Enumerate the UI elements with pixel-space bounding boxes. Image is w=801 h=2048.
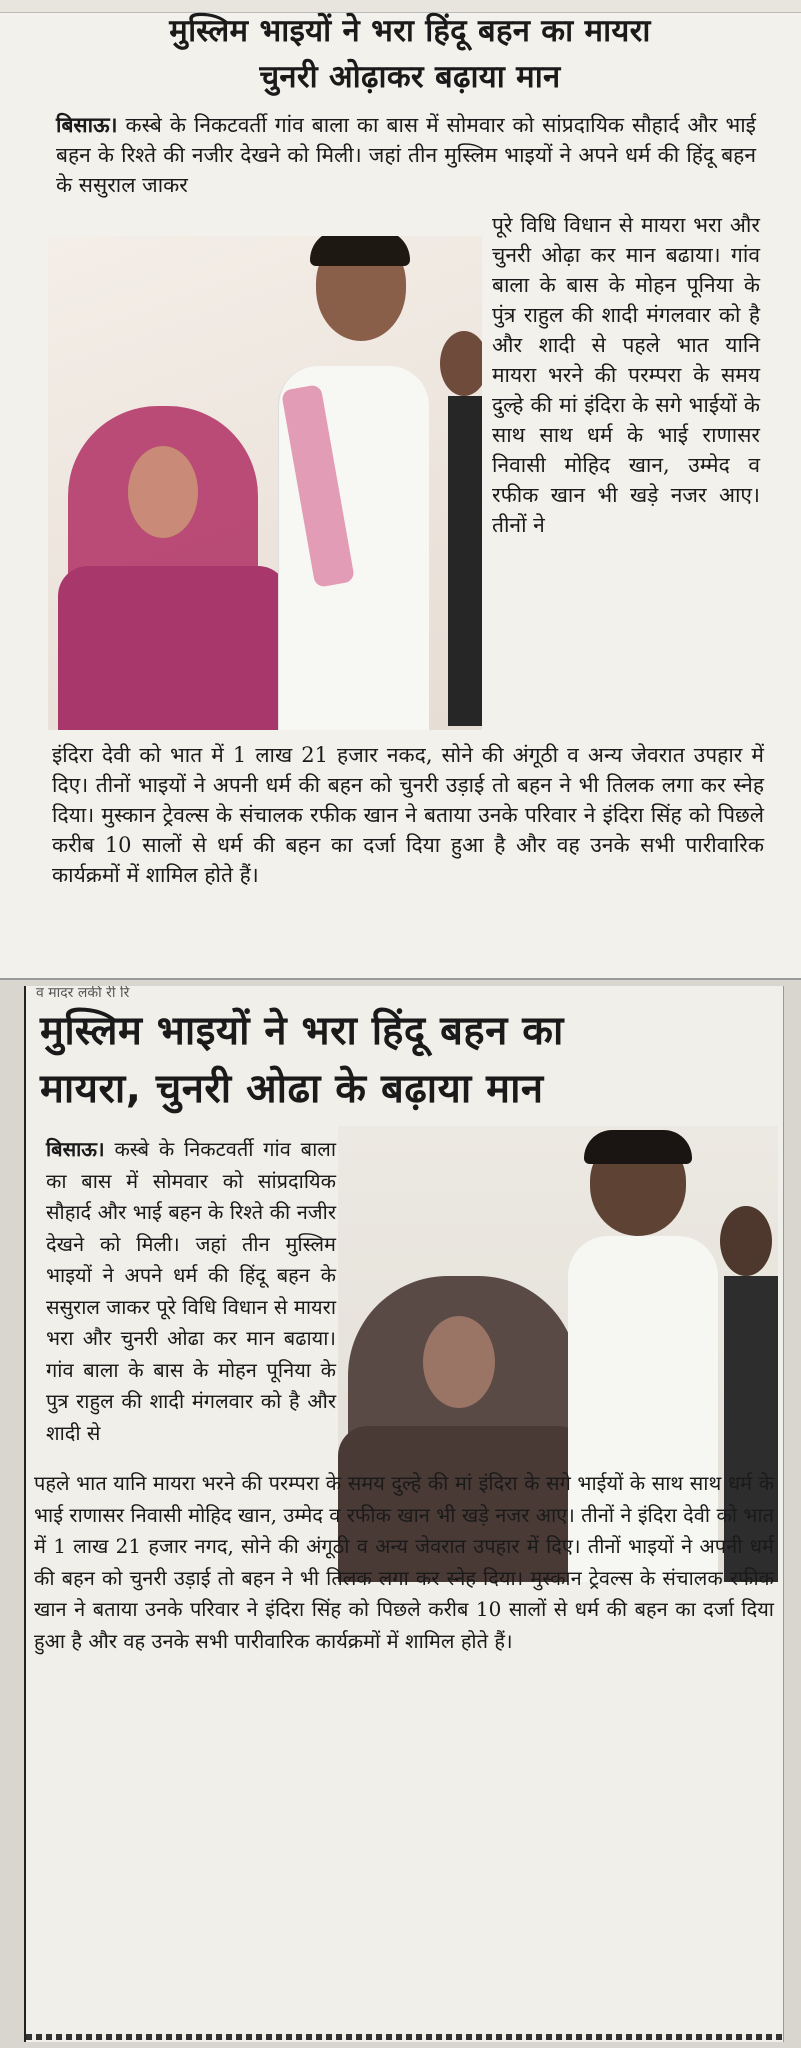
second-man-face <box>440 331 482 396</box>
woman-face <box>128 446 198 538</box>
woman-face <box>423 1316 495 1408</box>
woman-body <box>58 566 288 730</box>
news-clipping-1 <box>0 0 801 980</box>
article-1-paragraph-2: पूरे विधि विधान से मायरा भरा और चुनरी ओढ़ा कर मान बढाया। गांव बाला के बास के मोहन पूनिया के पुंत्र राहुल की शादी मंगलवार को है और शादी से पहले भात यानि मायरा भरने की परम्परा के समय दुल्हे की मां इंदिरा के सगे भाईयों के साथ साथ धर्म के भाई राणासर निवासी मोहिद खान, उम्मेद व रफीक खान भी खड़े नजर आए। तीनों ने <box>492 213 760 537</box>
headline-1-line-2: चुनरी ओढ़ाकर बढ़ाया मान <box>259 59 561 95</box>
dateline: बिसाऊ। <box>46 1137 105 1161</box>
article-1-paragraph-3: इंदिरा देवी को भात में 1 लाख 21 हजार नकद, सोने की अंगूठी व अन्य जेवरात उपहार में दिए। तीनों भाइयों ने अपनी धर्म की बहन को चुनरी उड़ाई तो बहन ने भी तिलक लगा कर स्नेह दिया। मुस्कान ट्रेवल्स के संचालक रफीक खान ने बताया उनके परिवार ने इंदिरा सिंह को पिछले करीब 10 सालों से धर्म की बहन का दर्जा दिया हुआ है और वह उनके सभी पारीवारिक कार्यक्रमों में शामिल होते हैं। <box>52 743 764 887</box>
headline-1-line-1: मुस्लिम भाइयों ने भरा हिंदू बहन का मायरा <box>169 13 651 49</box>
article-2-paragraph-1 <box>46 1134 336 1449</box>
headline-2 <box>40 1002 770 1118</box>
article-2-text-1: कस्बे के निकटवर्ती गांव बाला का बास में सोमवार को सांप्रदायिक सौहार्द और भाई बहन के रिश्ते की नजीर देखने को मिली। जहां तीन मुस्लिम भाइयों ने अपने धर्म की हिंदू बहन के ससुराल जाकर पूरे विधि विधान से मायरा भरा और चुनरी ओढा कर मान बढाया। गांव बाला के बास के मोहन पूनिया के पुत्र राहुल की शादी मंगलवार को है और शादी से <box>46 1137 337 1445</box>
headline-1 <box>40 8 780 100</box>
article-1-paragraph-1 <box>56 110 756 200</box>
dateline: बिसाऊ। <box>56 112 118 137</box>
second-man-figure <box>448 396 482 726</box>
second-man-face <box>720 1206 772 1276</box>
headline-2-line-1: मुस्लिम भाइयों ने भरा हिंदू बहन का <box>40 1008 564 1054</box>
torn-top-fragment: व मादर लकी री रि <box>36 986 130 1001</box>
article-1-text-1: कस्बे के निकटवर्ती गांव बाला का बास में सोमवार को सांप्रदायिक सौहार्द और भाई बहन के रिश्ते की नजीर देखने को मिली। जहां तीन मुस्लिम भाइयों ने अपने धर्म की हिंदू बहन के ससुराल जाकर <box>56 113 756 197</box>
news-photo-1 <box>48 236 482 730</box>
man-hair <box>310 236 410 266</box>
headline-2-line-2: मायरा, चुनरी ओढा के बढ़ाया मान <box>40 1066 544 1112</box>
bottom-border <box>26 2034 784 2040</box>
article-2-paragraph-2: पहले भात यानि मायरा भरने की परम्परा के समय दुल्हे की मां इंदिरा के सगे भाईयों के साथ साथ धर्म के भाई राणासर निवासी मोहिद खान, उम्मेद व रफीक खान भी खड़े नजर आए। तीनों ने इंदिरा देवी को भात में 1 लाख 21 हजार नगद, सोने की अंगूठी व अन्य जेवरात उपहार में दिए। तीनों भाइयों ने अपनी धर्म की बहन को चुनरी उड़ाई तो बहन ने भी तिलक लगा कर स्नेह दिया। मुस्कान ट्रेवल्स के संचालक रफीक खान ने बताया उनके परिवार ने इंदिरा सिंह को पिछले करीब 10 सालों से धर्म की बहन का दर्जा दिया हुआ है और वह उनके सभी पारीवारिक कार्यक्रमों में शामिल होते हैं। <box>34 1471 774 1653</box>
news-clipping-2 <box>24 986 784 2042</box>
man-hair <box>584 1130 692 1164</box>
